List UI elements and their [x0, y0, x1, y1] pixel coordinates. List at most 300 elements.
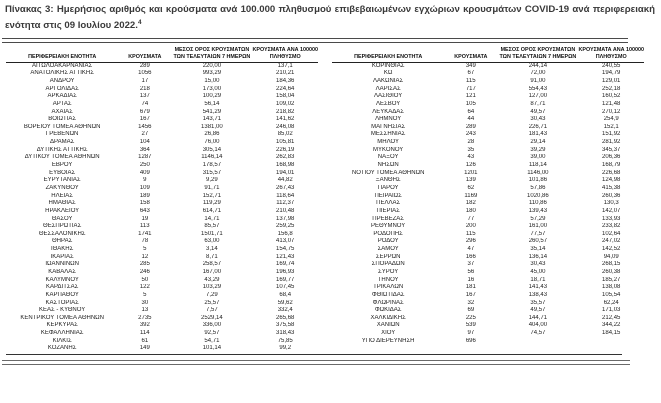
- table-cell: 124,98: [602, 177, 621, 184]
- table-cell: 268,15: [602, 261, 621, 268]
- table-cell: 7,57: [206, 307, 218, 314]
- table-cell: 75,85: [277, 337, 293, 344]
- table-cell: 260,57: [528, 238, 548, 245]
- table-cell: 59,62: [277, 299, 293, 306]
- table-cell: 296: [465, 238, 476, 245]
- table-cell: 12: [141, 253, 149, 260]
- table-cell: ΚΟΡΙΝΘΙΑΣ: [371, 62, 405, 69]
- table-cell: 243: [465, 131, 476, 138]
- table-cell: 218,82: [276, 108, 295, 115]
- table-cell: 993,29: [202, 70, 222, 77]
- table-cell: 77,57: [530, 230, 546, 237]
- table-cell: ΧΑΝΙΩΝ: [376, 322, 400, 329]
- table-cell: ΠΙΕΡΙΑΣ: [376, 207, 400, 214]
- table-cell: 1741: [138, 230, 152, 237]
- table-cell: 68,4: [279, 291, 292, 298]
- table-cell: 168,79: [602, 162, 621, 169]
- table-cell: 103,29: [202, 284, 222, 291]
- table-cell: ΛΕΣΒΟΥ: [376, 100, 401, 107]
- table-cell: 415,38: [602, 184, 621, 191]
- table-cell: ΧΑΛΚΙΔΙΚΗΣ: [370, 314, 406, 321]
- table-cell: 130,3: [603, 200, 619, 207]
- table-cell: 1501,71: [201, 230, 223, 237]
- table-row: [332, 231, 644, 239]
- table-cell: ΚΑΡΠΑΘΟΥ: [45, 291, 79, 298]
- table-row: [6, 139, 318, 147]
- table-row: [332, 330, 644, 338]
- table-row: [332, 246, 644, 254]
- column-header-region: ΠΕΡΙΦΕΡΕΙΑΚΗ ΕΝΟΤΗΤΑ: [6, 47, 118, 62]
- table-cell: 43,29: [204, 276, 220, 283]
- table-cell: 267,43: [276, 184, 295, 191]
- table-cell: 30,43: [530, 261, 546, 268]
- table-cell: ΠΡΕΒΕΖΑΣ: [372, 215, 405, 222]
- table-cell: ΜΑΓΝΗΣΙΑΣ: [371, 123, 406, 130]
- table-cell: 144,71: [528, 314, 548, 321]
- table-cell: 185,27: [602, 276, 621, 283]
- table-cell: 109,02: [276, 100, 295, 107]
- table-cell: 189: [139, 192, 150, 199]
- table-cell: ΛΗΜΝΟΥ: [375, 116, 402, 123]
- table-cell: 9,29: [206, 177, 218, 184]
- table-cell: ΤΗΝΟΥ: [377, 276, 399, 283]
- table-cell: 305,14: [202, 146, 222, 153]
- table-cell: ΓΡΕΒΕΝΩΝ: [45, 131, 79, 138]
- table-cell: 14,71: [204, 215, 220, 222]
- table-cell: 265,68: [276, 314, 295, 321]
- table-row: [332, 177, 644, 185]
- table-cell: 259,25: [276, 223, 295, 230]
- table-cell: 167: [139, 116, 150, 123]
- column-header-per100k: ΚΡΟΥΣΜΑΤΑ ΑΝΑ 100000 ΠΛΗΘΥΣΜΟ: [578, 47, 644, 62]
- table-row: [6, 116, 318, 124]
- tables-container: [0, 43, 661, 353]
- cases-table-right: [332, 47, 644, 345]
- table-row: [332, 185, 644, 193]
- table-cell: 332,4: [277, 307, 293, 314]
- table-cell: 57,86: [530, 184, 546, 191]
- table-cell: 142,52: [602, 246, 621, 253]
- table-cell: 27: [141, 131, 149, 138]
- table-cell: 3,14: [206, 246, 218, 253]
- table-cell: 184,36: [276, 77, 295, 84]
- table-row: [6, 246, 318, 254]
- table-cell: ΚΕΡΚΥΡΑΣ: [46, 322, 78, 329]
- table-cell: 77: [467, 215, 475, 222]
- table-cell: 336,00: [202, 322, 222, 329]
- table-cell: 247,02: [602, 238, 621, 245]
- table-cell: 54,71: [204, 337, 220, 344]
- table-cell: 413,07: [276, 238, 295, 245]
- table-cell: 69: [467, 307, 475, 314]
- table-cell: 643: [139, 207, 150, 214]
- table-cell: 39,00: [530, 154, 546, 161]
- table-cell: 224,64: [276, 85, 295, 92]
- table-cell: ΗΛΕΙΑΣ: [51, 192, 74, 199]
- table-row: [332, 300, 644, 308]
- table-cell: 30: [141, 299, 149, 306]
- table-cell: 156,8: [277, 230, 293, 237]
- table-cell: 260,36: [602, 192, 621, 199]
- bottom-thin-rule: [6, 354, 622, 355]
- table-cell: 101,86: [528, 177, 548, 184]
- table-cell: 240,55: [602, 62, 621, 69]
- table-cell: 252,18: [602, 85, 621, 92]
- table-row: [6, 101, 318, 109]
- table-cell: 158,04: [276, 93, 295, 100]
- right-table-body: [332, 62, 644, 345]
- table-cell: 160,52: [602, 93, 621, 100]
- table-cell: ΠΑΡΟΥ: [377, 184, 399, 191]
- table-cell: 109: [139, 184, 150, 191]
- table-cell: 30,43: [530, 116, 546, 123]
- table-row: [6, 254, 318, 262]
- table-cell: ΦΘΙΩΤΙΔΑΣ: [371, 291, 405, 298]
- table-cell: 121: [465, 93, 476, 100]
- table-cell: ΝΟΤΙΟΥ ΤΟΜΕΑ ΑΘΗΝΩΝ: [351, 169, 425, 176]
- table-cell: ΙΘΑΚΗΣ: [51, 246, 74, 253]
- table-row: [6, 216, 318, 224]
- table-cell: ΕΥΡΥΤΑΝΙΑΣ: [43, 177, 81, 184]
- table-row: [332, 147, 644, 155]
- table-cell: 173,00: [202, 85, 222, 92]
- table-row: [332, 86, 644, 94]
- table-cell: 152,1: [603, 123, 619, 130]
- table-cell: ΗΡΑΚΛΕΙΟΥ: [45, 207, 80, 214]
- table-cell: 107,45: [276, 284, 295, 291]
- table-row: [6, 269, 318, 277]
- table-cell: 100,29: [202, 93, 222, 100]
- table-cell: 194,79: [602, 70, 621, 77]
- table-row: [332, 193, 644, 201]
- table-cell: 97: [467, 330, 475, 337]
- table-cell: 194,01: [276, 169, 295, 176]
- table-cell: 9: [143, 177, 147, 184]
- table-cell: 39,29: [530, 146, 546, 153]
- table-cell: 539: [465, 322, 476, 329]
- table-cell: ΘΗΡΑΣ: [52, 238, 73, 245]
- table-cell: ΑΧΑΪΑΣ: [51, 108, 73, 115]
- table-cell: 91,71: [204, 184, 220, 191]
- table-cell: ΑΝΑΤΟΛΙΚΗΣ ΑΤΤΙΚΗΣ: [30, 70, 94, 77]
- table-cell: 167: [465, 291, 476, 298]
- table-cell: ΙΚΑΡΙΑΣ: [50, 253, 74, 260]
- table-cell: 113: [140, 223, 150, 230]
- table-cell: 104: [139, 139, 150, 146]
- table-cell: 74,57: [530, 330, 546, 337]
- table-cell: 138,43: [528, 291, 548, 298]
- left-table-header: [6, 47, 318, 62]
- table-row: [332, 93, 644, 101]
- table-row: [6, 70, 318, 78]
- table-cell: 364: [139, 146, 150, 153]
- right-table-header: [332, 47, 644, 62]
- table-cell: 127,00: [528, 93, 548, 100]
- table-row: [332, 154, 644, 162]
- table-cell: 78: [141, 238, 149, 245]
- table-cell: 168,98: [276, 162, 295, 169]
- table-row: [6, 177, 318, 185]
- table-cell: 154,75: [276, 246, 295, 253]
- table-row: [6, 315, 318, 323]
- table-row: [6, 284, 318, 292]
- table-cell: ΑΡΤΑΣ: [52, 100, 72, 107]
- table-cell: 105,81: [276, 139, 295, 146]
- table-cell: 218: [139, 85, 150, 92]
- table-row: [332, 292, 644, 300]
- table-cell: 345,37: [602, 146, 621, 153]
- table-cell: ΠΕΙΡΑΙΩΣ: [374, 192, 402, 199]
- table-cell: 87,71: [530, 100, 546, 107]
- table-cell: [497, 338, 578, 346]
- table-cell: 122: [139, 284, 150, 291]
- table-cell: 110,86: [528, 200, 547, 207]
- table-cell: 289: [139, 62, 150, 69]
- table-row: [6, 147, 318, 155]
- table-cell: 1169: [464, 192, 478, 199]
- table-cell: 375,58: [276, 322, 295, 329]
- table-row: [6, 109, 318, 117]
- table-row: [332, 78, 644, 86]
- table-cell: 118,14: [528, 162, 547, 169]
- table-cell: 315,57: [202, 169, 222, 176]
- table-cell: 281,92: [602, 139, 621, 146]
- table-cell: 118,64: [276, 192, 295, 199]
- table-cell: 126: [465, 162, 476, 169]
- table-cell: 158: [139, 200, 150, 207]
- table-cell: 541,29: [202, 108, 222, 115]
- table-cell: ΝΑΞΟΥ: [377, 154, 399, 161]
- table-cell: 220,00: [202, 62, 222, 69]
- table-cell: 105,54: [602, 291, 621, 298]
- table-cell: 289: [465, 123, 476, 130]
- left-table-panel: [6, 47, 318, 353]
- table-cell: 206,36: [602, 154, 621, 161]
- table-cell: 554,43: [528, 85, 548, 92]
- table-row: [332, 139, 644, 147]
- table-cell: ΠΕΛΛΑΣ: [376, 200, 401, 207]
- table-row: [332, 322, 644, 330]
- table-cell: 50: [141, 276, 149, 283]
- table-cell: 139: [465, 177, 476, 184]
- table-cell: 26,86: [204, 131, 220, 138]
- table-cell: 138,08: [602, 284, 621, 291]
- table-cell: 210,21: [276, 70, 295, 77]
- table-cell: 166: [465, 253, 476, 260]
- table-cell: ΚΟΖΑΝΗΣ: [47, 345, 77, 352]
- table-cell: ΚΕΦΑΛΛΗΝΙΑΣ: [40, 330, 84, 337]
- table-cell: 285: [139, 261, 150, 268]
- table-cell: 136,14: [528, 253, 548, 260]
- table-cell: 141,43: [528, 284, 548, 291]
- table-cell: 250: [139, 162, 150, 169]
- table-row: [6, 193, 318, 201]
- table-row: [6, 86, 318, 94]
- table-row: [6, 200, 318, 208]
- table-cell: 44,82: [277, 177, 293, 184]
- table-cell: 161,00: [528, 223, 548, 230]
- table-cell: ΜΥΚΟΝΟΥ: [373, 146, 404, 153]
- table-cell: ΑΡΓΟΛΙΔΑΣ: [45, 85, 79, 92]
- table-row: [6, 162, 318, 170]
- table-cell: 262,83: [276, 154, 295, 161]
- table-cell: ΚΙΛΚΙΣ: [52, 337, 72, 344]
- table-row: [332, 315, 644, 323]
- table-cell: 2735: [138, 314, 152, 321]
- table-row: [6, 322, 318, 330]
- table-cell: 226,68: [602, 169, 621, 176]
- table-cell: 49,57: [530, 108, 546, 115]
- table-cell: 254,9: [603, 116, 619, 123]
- table-cell: ΦΩΚΙΔΑΣ: [374, 307, 402, 314]
- table-cell: 696: [465, 337, 476, 344]
- table-cell: ΞΑΝΘΗΣ: [375, 177, 401, 184]
- table-cell: 76,00: [204, 139, 220, 146]
- table-cell: 8,71: [206, 253, 218, 260]
- table-row: [332, 261, 644, 269]
- table-cell: 101,14: [202, 345, 222, 352]
- table-cell: 226,71: [528, 123, 548, 130]
- table-cell: ΤΡΙΚΑΛΩΝ: [373, 284, 404, 291]
- right-table-panel: [332, 47, 644, 353]
- table-cell: 37: [467, 261, 475, 268]
- table-cell: ΚΩ: [383, 70, 393, 77]
- table-cell: 133,93: [602, 215, 621, 222]
- table-cell: 56: [467, 268, 475, 275]
- table-row: [332, 277, 644, 285]
- table-row: [6, 330, 318, 338]
- table-cell: ΔΡΑΜΑΣ: [50, 139, 75, 146]
- table-cell: ΚΕΑΣ - ΚΥΘΝΟΥ: [39, 307, 86, 314]
- table-cell: ΣΕΡΡΩΝ: [375, 253, 401, 260]
- table-cell: 151,92: [602, 131, 621, 138]
- table-cell: 1287: [138, 154, 152, 161]
- table-row: [332, 269, 644, 277]
- table-row: [332, 101, 644, 109]
- table-cell: 717: [465, 85, 476, 92]
- table-row: [6, 208, 318, 216]
- table-cell: 181,43: [528, 131, 548, 138]
- column-header-avg7: ΜΕΣΟΣ ΟΡΟΣ ΚΡΟΥΣΜΑΤΩΝ ΤΩΝ ΤΕΛΕΥΤΑΙΩΝ 7 ΗΜΕΡΩΝ: [171, 47, 252, 62]
- table-row: [332, 254, 644, 262]
- table-cell: 200: [465, 223, 476, 230]
- table-row: [332, 307, 644, 315]
- table-row: [6, 78, 318, 86]
- table-cell: ΜΗΛΟΥ: [377, 139, 399, 146]
- table-cell: 196,93: [276, 268, 295, 275]
- table-cell: 614,71: [202, 207, 222, 214]
- footnote-marker: 4: [137, 18, 142, 26]
- table-row: [332, 216, 644, 224]
- table-cell: 35: [467, 146, 475, 153]
- table-cell: 181: [465, 284, 476, 291]
- table-cell: 178,57: [202, 162, 222, 169]
- table-row: [332, 131, 644, 139]
- table-cell: 171,03: [602, 307, 621, 314]
- table-cell: ΝΗΣΩΝ: [377, 162, 399, 169]
- table-cell: 180: [465, 207, 476, 214]
- table-cell: 18,71: [530, 276, 546, 283]
- table-cell: 67: [467, 70, 475, 77]
- table-row: [6, 223, 318, 231]
- table-cell: 143,71: [202, 116, 222, 123]
- table-row: [332, 124, 644, 132]
- table-cell: ΥΠΟ ΔΙΕΡΕΥΝΗΣΗ: [361, 337, 415, 344]
- table-cell: 225: [465, 314, 476, 321]
- table-cell: 121,43: [276, 253, 295, 260]
- table-cell: 246,08: [276, 123, 295, 130]
- table-row: [332, 200, 644, 208]
- table-row: [6, 261, 318, 269]
- table-cell: 167,00: [202, 268, 222, 275]
- table-row: [332, 116, 644, 124]
- table-cell: ΖΑΚΥΝΘΟΥ: [45, 184, 79, 191]
- table-cell: ΡΕΘΥΜΝΟΥ: [371, 223, 406, 230]
- table-row: [6, 170, 318, 178]
- table-cell: ΑΙΤΩΛΟΑΚΑΡΝΑΝΙΑΣ: [32, 62, 93, 69]
- table-cell: 142,07: [602, 207, 621, 214]
- table-cell: 679: [139, 108, 150, 115]
- table-row: [6, 300, 318, 308]
- table-cell: 392: [139, 322, 150, 329]
- table-row: [332, 338, 644, 346]
- table-cell: 99,2: [279, 345, 292, 352]
- table-cell: 61: [141, 337, 149, 344]
- table-cell: 129,01: [602, 77, 621, 84]
- table-cell: 92,57: [204, 330, 220, 337]
- table-cell: 29,14: [530, 139, 546, 146]
- table-cell: ΕΥΒΟΙΑΣ: [49, 169, 76, 176]
- table-row: [6, 277, 318, 285]
- table-cell: 49,57: [530, 307, 546, 314]
- table-cell: 182: [465, 200, 476, 207]
- column-header-cases: ΚΡΟΥΣΜΑΤΑ: [118, 47, 171, 62]
- table-cell: 15,00: [204, 77, 220, 84]
- table-cell: ΕΒΡΟΥ: [51, 162, 73, 169]
- table-row: [6, 307, 318, 315]
- table-cell: ΘΑΣΟΥ: [51, 215, 73, 222]
- table-cell: 349: [465, 62, 476, 69]
- table-cell: 112,37: [276, 200, 295, 207]
- table-cell: ΣΥΡΟΥ: [378, 268, 399, 275]
- table-cell: 270,12: [602, 108, 621, 115]
- table-row: [6, 185, 318, 193]
- table-cell: 1146,00: [527, 169, 549, 176]
- table-cell: 85,02: [277, 131, 293, 138]
- table-row: [332, 223, 644, 231]
- table-cell: 115: [466, 77, 476, 84]
- table-cell: ΣΑΜΟΥ: [377, 246, 399, 253]
- table-cell: ΛΑΚΩΝΙΑΣ: [373, 77, 404, 84]
- table-cell: 5: [143, 246, 147, 253]
- table-cell: 139,43: [528, 207, 548, 214]
- table-cell: [578, 338, 644, 346]
- table-cell: 91,00: [530, 77, 546, 84]
- table-cell: ΑΡΚΑΔΙΑΣ: [47, 93, 77, 100]
- table-cell: 210,48: [276, 207, 295, 214]
- table-cell: 137: [139, 93, 150, 100]
- table-cell: 56,14: [204, 100, 220, 107]
- table-cell: 5: [143, 291, 147, 298]
- table-cell: ΔΥΤΙΚΟΥ ΤΟΜΕΑ ΑΘΗΝΩΝ: [24, 154, 100, 161]
- table-cell: ΚΕΝΤΡΙΚΟΥ ΤΟΜΕΑ ΑΘΗΝΩΝ: [20, 314, 104, 321]
- table-cell: 63,00: [204, 238, 220, 245]
- table-cell: 2529,14: [201, 314, 223, 321]
- table-cell: 45,00: [530, 268, 546, 275]
- table-cell: 35,14: [530, 246, 546, 253]
- table-cell: 226,19: [276, 146, 295, 153]
- table-cell: 246: [139, 268, 150, 275]
